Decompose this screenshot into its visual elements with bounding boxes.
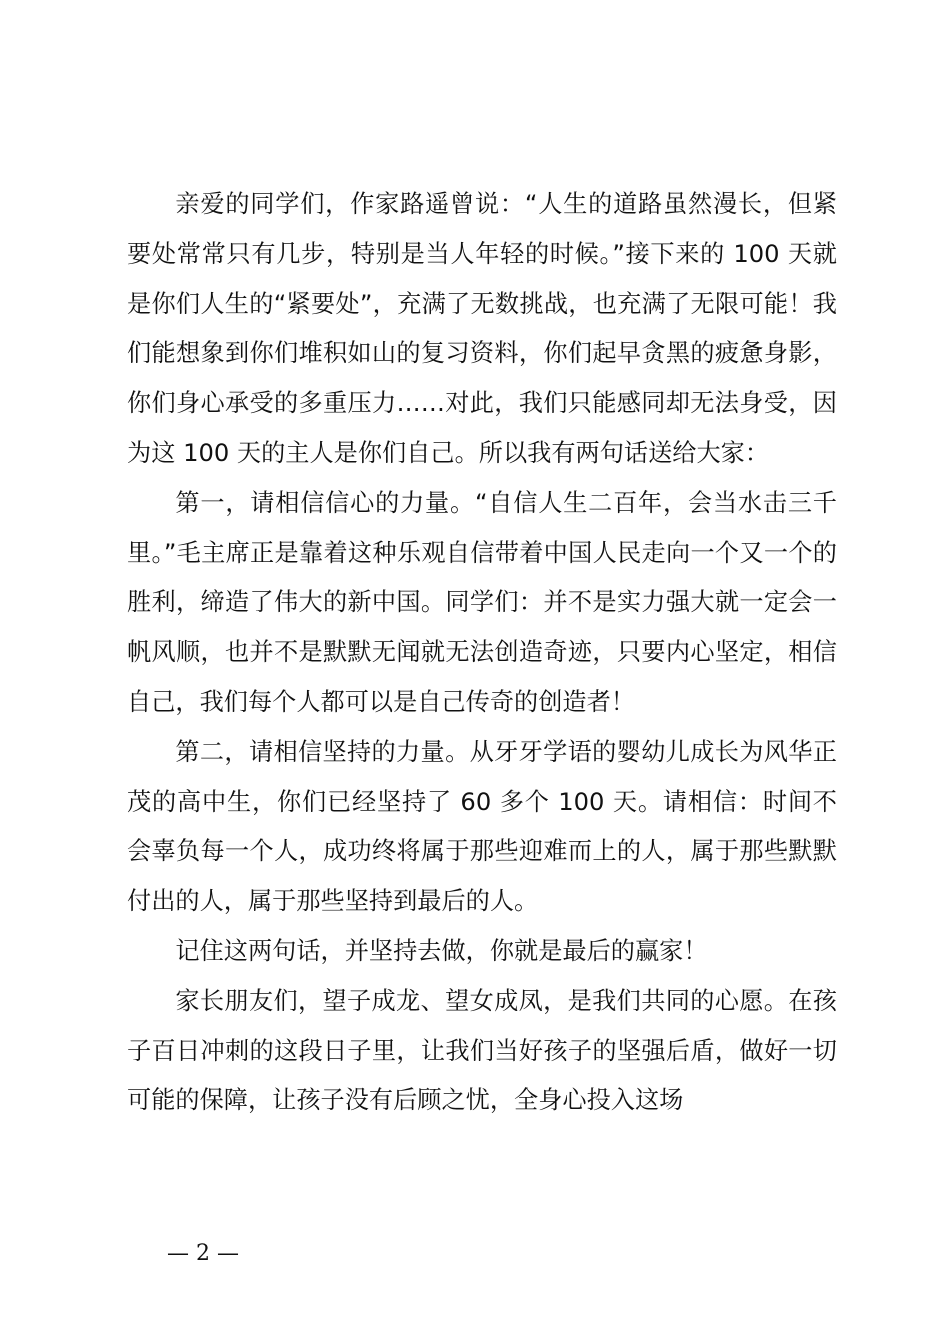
document-body: [127, 180, 837, 1126]
paragraph-greeting-students: 亲爱的同学们，作家路遥曾说：“人生的道路虽然漫长，但紧要处常常只有几步，特别是当人年轻的时候。”接下来的 100 天就是你们人生的“紧要处”，充满了无数挑战，也充满了无限可能！我们能想象到你们堆积如山的复习资料，你们起早贪黑的疲惫身影，你们身心承受的多重压力……对此，我们只能感同却无法身受，因为这 100 天的主人是你们自己。所以我有两句话送给大家：: [127, 190, 837, 467]
page-number: — 2 —: [167, 1241, 239, 1266]
paragraph-parents: 家长朋友们，望子成龙、望女成凤，是我们共同的心愿。在孩子百日冲刺的这段日子里，让我们当好孩子的坚强后盾，做好一切可能的保障，让孩子没有后顾之忧，全身心投入这场: [127, 986, 837, 1115]
paragraph-second-point-persistence: 第二，请相信坚持的力量。从牙牙学语的婴幼儿成长为风华正茂的高中生，你们已经坚持了 60 多个 100 天。请相信：时间不会辜负每一个人，成功终将属于那些迎难而上的人，属于那些默默付出的人，属于那些坚持到最后的人。: [127, 737, 837, 916]
paragraph-first-point-confidence: 第一，请相信信心的力量。“自信人生二百年，会当水击三千里。”毛主席正是靠着这种乐观自信带着中国人民走向一个又一个的胜利，缔造了伟大的新中国。同学们：并不是实力强大就一定会一帆风顺，也并不是默默无闻就无法创造奇迹，只要内心坚定，相信自己，我们每个人都可以是自己传奇的创造者！: [127, 488, 837, 716]
paragraph-remember: 记住这两句话，并坚持去做，你就是最后的赢家！: [175, 936, 708, 965]
